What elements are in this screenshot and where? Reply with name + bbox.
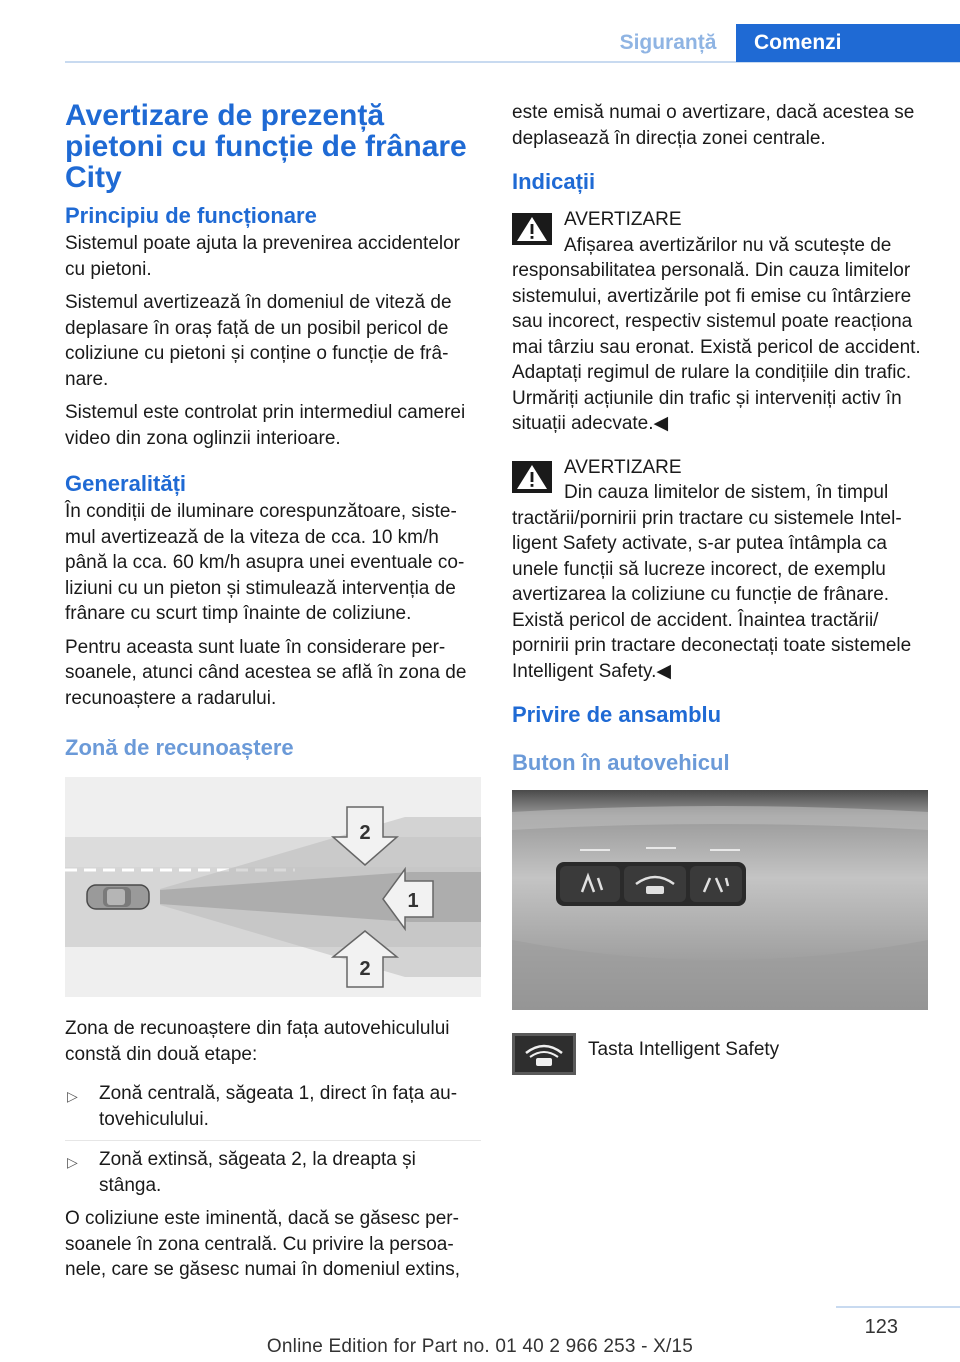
general-paragraph-1: În condiții de iluminare corespunzătoare, sistemul avertizează de la viteza de cca. 10 km/h până la cca. 60 km/h asupra unei eventuale coliziuni cu un pieton și stimulează intervenția de frânare cu scurt timp înainte de coliziune. bbox=[65, 501, 465, 624]
key-legend bbox=[512, 1031, 932, 1075]
continued-paragraph: este emisă numai o avertizare, dacă acestea se deplasează în direcția zonei centrale. bbox=[512, 102, 915, 149]
warning-block-1 bbox=[512, 207, 932, 437]
arrow-label-top: 2 bbox=[359, 822, 371, 844]
warning-block-2 bbox=[512, 455, 932, 685]
key-label: Tasta Intelligent Safety bbox=[588, 1039, 780, 1060]
header-chapter-tab[interactable]: Comenzi bbox=[736, 24, 960, 62]
list-item bbox=[65, 1075, 481, 1132]
warning-2-text: tractării/pornirii prin tractare cu sistemele Intelligent Safety activate, s-ar putea întâmpla ca unele funcții să lucreze incorect, de exemplu avertizarea la coliziune cu funcție de frânare. Există pericol de accident. Înaintea tractării/ pornirii prin tractare deconectați toate sistemele Intelligent Safety.◀ bbox=[512, 507, 912, 682]
lane-warning-button bbox=[690, 866, 742, 902]
warning-2-label: AVERTIZARE bbox=[564, 456, 682, 478]
left-column bbox=[65, 100, 481, 1291]
arrow-label-mid: 1 bbox=[407, 890, 419, 912]
right-column bbox=[512, 100, 932, 1075]
principle-paragraph-3: Sistemul este controlat prin intermediul camerei video din zona oglinzii interioare. bbox=[65, 402, 466, 449]
zone-paragraph-2: O coliziune este iminentă, dacă se găsesc persoanele în zona centrală. Cu privire la persoanele, care se găsesc numai în domeniul extins, bbox=[65, 1208, 460, 1280]
list-item bbox=[65, 1140, 481, 1198]
arrow-label-bottom: 2 bbox=[359, 958, 371, 980]
page-number: 123 bbox=[864, 1316, 898, 1338]
intelligent-safety-button bbox=[624, 866, 686, 902]
principle-heading: Principiu de funcționare bbox=[65, 203, 317, 228]
overview-heading: Privire de ansamblu bbox=[512, 702, 722, 727]
warning-triangle-icon bbox=[512, 461, 552, 493]
intelligent-safety-key-icon bbox=[512, 1033, 576, 1075]
warning-2-first-line: Din cauza limitelor de sistem, în timpul bbox=[564, 482, 889, 503]
zone-heading: Zonă de recunoaștere bbox=[65, 735, 294, 760]
warning-1-first-line: Afișarea avertizărilor nu vă scutește de bbox=[564, 234, 892, 256]
principle-paragraph-2: Sistemul avertizează în domeniul de viteză de deplasare în oraș față de un posibil pericol de coliziune cu pietoni și conține o funcție de frânare. bbox=[65, 292, 452, 390]
general-paragraph-2: Pentru aceasta sunt luate în considerare persoanele, atunci când acestea se află în zona de recunoaștere a radarului. bbox=[65, 636, 467, 709]
warning-triangle-icon bbox=[512, 213, 552, 245]
car-icon bbox=[87, 885, 149, 909]
header-section-tab[interactable]: Siguranță bbox=[619, 31, 717, 54]
bullet-arrow-icon: ▷ bbox=[67, 1088, 78, 1104]
warning-1-label: AVERTIZARE bbox=[564, 209, 682, 230]
list-item-text: Zonă centrală, săgeata 1, direct în fața autovehiculului. bbox=[99, 1083, 458, 1130]
edition-line: Online Edition for Part no. 01 40 2 966 253 - X/15 bbox=[266, 1336, 694, 1357]
button-heading: Buton în autovehicul bbox=[512, 750, 730, 775]
warning-1-text: responsabilitatea personală. Din cauza limitelor sistemului, avertizările pot fi emise cu întârziere sau incorect, respectiv sistemul poate reacționa mai târziu sau eronat. Există pericol de accident. Adaptați regimul de rulare la condițiile din trafic. Urmăriți acțiunile din trafic și interveniți activ în situații adecvate.◀ bbox=[512, 260, 921, 434]
page-title: Avertizare de prezență pietoni cu funcție de frânare City bbox=[65, 99, 467, 194]
bullet-arrow-icon: ▷ bbox=[67, 1154, 78, 1170]
button-panel-photo bbox=[512, 790, 928, 1010]
footer-rule bbox=[836, 1306, 960, 1308]
notes-heading: Indicații bbox=[512, 169, 596, 194]
zone-paragraph-1: Zona de recunoaștere din fața autovehiculului constă din două etape: bbox=[65, 1018, 450, 1065]
principle-paragraph-1: Sistemul poate ajuta la prevenirea accidentelor cu pietoni. bbox=[65, 233, 461, 280]
list-item-text: Zonă extinsă, săgeata 2, la dreapta și stânga. bbox=[99, 1149, 416, 1196]
detection-zone-figure bbox=[65, 777, 481, 997]
general-heading: Generalități bbox=[65, 471, 187, 496]
